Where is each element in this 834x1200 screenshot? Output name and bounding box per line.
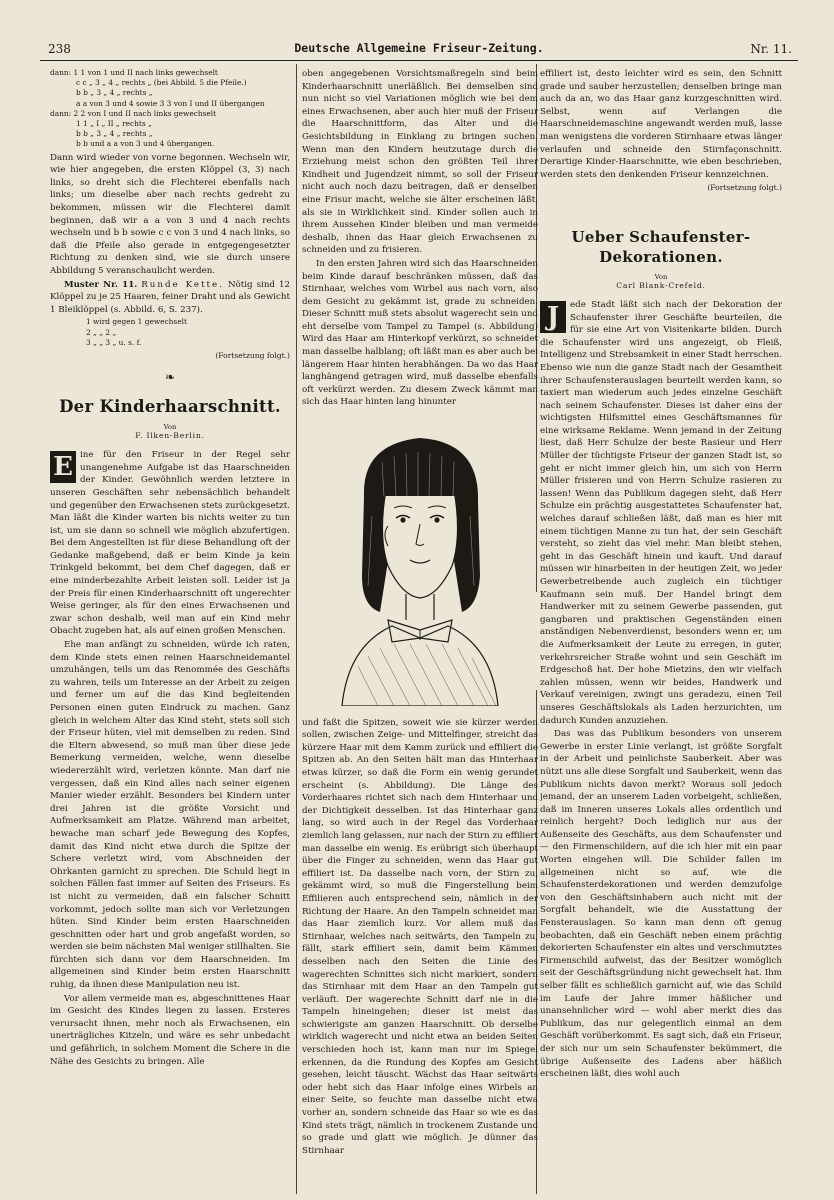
braid-table-line: b b „ 3 „ 4 „ rechts „ [76, 129, 153, 139]
article-1-paragraph-text: ine für den Friseur in der Regel sehr unangenehme Aufgabe ist das Haarschneiden der Kinder. Gewöhnlich werden letztere in unseren Geschäften sehr nebensächlich behandelt und gegenüber den Erwachsenen stets zurückgesetzt. Man läßt die Kinder warten bis nichts weiter zu tun ist, um sie dann so schnell wie möglich abzufertigen. Bei dem Angestellten ist für diese Behandlung oft der Gedanke maßgebend, daß er beim Kinde ja kein Trinkgeld bekommt, bei dem Chef dagegen, daß er eine minderbezahlte Arbeit leisten soll. Leider ist ja der Preis für einen Kinderhaarschnitt oft ungerechter Weise geringer, als für den eines Erwachsenen und zwar schon deshalb, weil man auf ein Kind mehr Obacht zugeben hat, als auf einen großen Menschen. [50, 450, 290, 637]
article-1-paragraph: Ehe man anfängt zu schneiden, würde ich raten, dem Kinde stets einen reinen Haarschneidemantel umzuhängen, teils um das Renommée des Geschäfts zu wahren, teils um Interesse an der Arbeit zu zeigen und ferner um auf die das Kind begleitenden Personen einen guten Eindruck zu machen. Ganz gleich in welchem Alter das Kind steht, stets soll sich der Friseur hüten, viel mit demselben zu reden. Sind die Eltern abwesend, so muß man über diese jede Bemerkung vermeiden, welche, wenn dieselbe wiedererzählt wird, verletzen könnte. Man darf nie vergessen, daß ein Kind alles nach seiner eigenen Manier wieder erzählt. Besonders bei Kindern unter drei Jahren ist die größte Vorsicht und Aufmerksamkeit am Platze. Während man arbeitet, bewache man scharf jede Bewegung des Kopfes, damit das Kind nicht etwa durch die Spitze der Schere verletzt wird, vom Abschneiden der Ohrkanten garnicht zu sprechen. Die Schuld liegt in solchen Fällen fast immer auf Seiten des Friseurs. Es ist nicht zu vermeiden, daß ein falscher Schnitt vorkommt, jedoch sollte man sich vor Verletzungen hüten. Sind Kinder beim ersten Haarschneiden geschnitten oder hart und grob angefaßt worden, so werden sie beim nächsten Mal weniger stillhalten. Sie fürchten sich dann vor dem Haarschneiden. Im allgemeinen sind Kinder beim ersten Haarschnitt ruhig, da ihnen diese Manipulation neu ist. [50, 640, 290, 991]
column-1 [50, 68, 290, 1190]
muster-line: 3 „ „ 3 „ u. s. f. [86, 337, 142, 347]
newspaper-title: Deutsche Allgemeine Friseur-Zeitung. [294, 41, 544, 55]
muster-line: 2 „ „ 2 „ [86, 327, 117, 337]
muster-table [50, 317, 290, 348]
article-2-paragraph-text: ede Stadt läßt sich nach der Dekoration der Schaufenster ihrer Geschäfte beurteilen, die für sie eine Art von Visitenkarte bilden. Durch die Schaufenster wird uns angezeigt, ob Fleiß, Intelligenz und Strebsamkeit in einer Stadt herrschen. Ebenso wie nun die ganze Stadt nach der Gesamtheit ihrer Schaufensterauslagen beurteilt werden kann, so taxiert man wiederum auch jedes einzelne Geschäft nach seinem Schaufenster. Dieses ist daher eins der wichtigsten Hilfsmittel eines Geschäftsmannes für eine wirksame Reklame. Wenn jemand in der Zeitung liest, daß Herr Schulze der beste Rasieur und Herr Müller der tüchtigste Friseur der ganzen Stadt ist, so geht er nicht immer gleich hin, um sich von Herrn Müller frisieren und von Herrn Schulze rasieren zu lassen! Wenn das Publikum dagegen sieht, daß Herr Schulze ein prächtig ausgestattetes Schaufenster hat, welches darauf schließen läßt, daß man es hier mit einem tüchtigen Manne zu tun hat, der sein Geschäft versteht, so zieht das viel mehr. Man bleibt stehen, geht in das Geschäft hinein und kauft. Und darauf müssen wir hinarbeiten in der heutigen Zeit, wo jeder Gewerbetreibende auch zugleich ein tüchtiger Kaufmann sein muß. Der Handel bringt dem Handwerker mit zu seinem Gewerbe passenden, gut gangbaren und praktischen Gegenständen einen anständigen Nebenverdienst, besonders wenn er, um die Aufmerksamkeit der Leute zu erregen, in guter, verkehrsreicher Straße wohnt und sein Geschäft im Erdgeschoß hat. Der hohe Mietzins, den wir vielfach zahlen müssen, wenn wir beides, Handwerk und Verkauf vereinigen, zwingt uns geradezu, einen Teil unseres Geschäftslokals als Laden herzurichten, um dadurch Kunden anzuziehen. [540, 299, 782, 726]
article-1-continued-note: (Fortsetzung folgt.) [707, 183, 782, 193]
column-2 [302, 68, 538, 1190]
article-1-paragraph: In den ersten Jahren wird sich das Haarschneiden beim Kinde darauf beschränken müssen, daß das Stirnhaar, welches vom Wirbel aus nach vorn, also dem Gesicht zu gekämmt ist, grade zu schneiden. Dieser Schnitt muß stets absolut wagerecht sein und eht derselbe vom Tampel zu Tampel (s. Abbildung) Wird das Haar am Hinterkopf verkürzt, so schneidet man dasselbe halblang; oft läßt man es aber auch bei längerem Haar hinten herabhängen. Da wo das Haar langhängend getragen wird, muß dasselbe ebenfalls oft verkürzt werden. Zu diesem Zweck kämmt man sich das Haar hinten lang hinunter [302, 258, 538, 408]
article-1-byline-von: Von [163, 423, 177, 432]
muster-continued-note: (Fortsetzung folgt.) [215, 350, 290, 360]
muster-paragraph [50, 279, 290, 317]
article-2-dropcap: J [540, 301, 566, 333]
article-1-paragraph: effiliert ist, desto leichter wird es sein, den Schnitt grade und sauber herzustellen; denselben bringe man auch da an, wo das Haar ganz kurzgeschnitten wird. Selbst, wenn auf Verlangen die Haarschneidemaschine angewandt werden muß, lasse man wenigstens die vorderen Stirnhaare etwas länger verlaufen und schneide den Stirnfaçonschnitt. Derartige Kinder-Haarschnitte, wie eben beschrieben, werden stets den denkenden Friseur kennzeichnen. [540, 69, 782, 180]
article-1-author: F. Ilken-Berlin. [135, 431, 205, 441]
article-2-paragraph: Das was das Publikum besonders von unserem Gewerbe in erster Linie verlangt, ist größte Sorgfalt in der Arbeit und peinlichste Sauberkeit. Aber was nützt uns alle diese Sorgfalt und Sauberkeit, wenn das Publikum nichts davon merkt? Woraus soll jedoch jemand, der an unserem Laden vorbeigeht, schließen, daß im Inneren unseres Lokals alles ordentlich und reinlich hergeht? Doch lediglich nur aus der Außenseite des Geschäfts, aus dem Schaufenster und — den Firmenschildern, auf die ich hier mit ein paar Worten eingehen will. Die Schilder fallen im allgemeinen nicht so auf, wie die Schaufensterdekorationen und werden demzufolge von den Geschäftsinhabern auch nicht mit der Sorgfalt behandelt, wie die Ausstattung der Fensterauslagen. So kann man denn oft genug beobachten, daß ein Geschäft neben einem prächtig dekorierten Schaufenster ein altes und verschmutztes Firmenschild aufweist, das der Besitzer womöglich seit der Geschäftsgründung nicht gewechselt hat. Ihm selber fällt es schließlich garnicht auf, wie das Schild im Laufe der Jahre immer häßlicher und unansehnlicher wird — wohl aber merkt dies das Publikum, das nur gelegentlich einmal an dem Geschäft vorüberkommt. Es sagt sich, daß ein Friseur, der sich nur um sein Schaufenster bekümmert, die übrige Außenseite des Ladens aber häßlich erscheinen läßt, dies wohl auch [540, 729, 782, 1080]
article-1-paragraph: und faßt die Spitzen, soweit wie sie kürzer werden sollen, zwischen Zeige- und Mittelfinger, streicht das kürzere Haar mit dem Kamm zurück und effiliert die Spitzen ab. An den Seiten hält man das Hinterhaar etwas kürzer, so daß die Form ein wenig gerundet erscheint (s. Abbildung). Die Länge des Vorderhaares richtet sich nach dem Hinterhaar und der Dichtigkeit desselben. Ist das Hinterhaar ganz lang, so wird auch in der Regel das Vorderhaar ziemlich lang gelassen, nur nach der Stirn zu effiliert man dasselbe ein wenig. Es erübrigt sich überhaupt über die Finger zu schneiden, wenn das Haar gut effiliert ist. Da dasselbe nach vorn, der Stirn zu, gekämmt wird, so muß die Fingerstellung beim Effilieren auch entsprechend sein, nämlich in der Richtung der Haare. An den Tampeln schneidet man das Haar ziemlich kurz. Vor allem muß das Stirnhaar, welches nach seitwärts, den Tampeln zu, fällt, stark effiliert sein, damit beim Kämmen desselben nach den Seiten die Linie des wagerechten Schnittes sich nicht markiert, sondern das Stirnhaar mit dem Haar an den Tampeln gut verläuft. Der wagerechte Schnitt darf nie in die Tampeln hineingehen; dieser ist meist das schwierigste am ganzen Haarschnitt. Ob derselbe wirklich wagerecht und nicht etwa an beiden Seiten verschieden hoch ist, kann man nur im Spiegel erkennen, da die Rundung des Kopfes am Gesicht gesehen, leicht täuscht. Wächst das Haar seitwärts oder hebt sich das Haar infolge eines Wirbels an einer Seite, so feuchte man dasselbe nicht etwa vorher an, sondern schneide das Haar so wie es das Kind stets trägt, nämlich in trockenem Zustande und so grade und glatt wie möglich. Je dünner das Stirnhaar [302, 717, 538, 1156]
braid-table-line: b b und a a von 3 und 4 übergangen. [76, 139, 215, 149]
article-2-paragraph [540, 299, 782, 727]
braid-table-line: b b „ 3 „ 4 „ rechts „ [76, 88, 153, 98]
muster-line: 1 wird gegen 1 gewechselt [86, 317, 187, 327]
child-haircut-illustration [302, 416, 538, 706]
muster-name: Runde Kette. [141, 279, 224, 290]
article-2-author: Carl Blank-Crefeld. [616, 280, 706, 290]
column-3 [540, 68, 782, 1190]
article-2-title: Ueber Schaufenster-Dekorationen. [571, 227, 751, 266]
article-1-dropcap: E [50, 451, 76, 483]
article-1-paragraph: oben angegebenen Vorsichtsmaßregeln sind beim Kinderhaarschnitt unerläßlich. Bei demselben sind nun nicht so viel Variationen möglich wie bei dem eines Erwachsenen, aber auch hier muß der Friseur die Haarschnittform, das Alter und die Gesichtsbildung in Einklang zu bringen suchen. Wenn man den Kindern heutzutage durch die Erziehung meist schon den größten Teil ihrer Kindheit und Jugendzeit nimmt, so soll der Friseur nicht auch noch dazu beitragen, daß er denselben eine Frisur macht, welche sie älter erscheinen läßt, als sie in Wirklichkeit sind. Kinder sollen auch in ihrem Aussehen Kinder bleiben und man vermeide deshalb, ihnen das Haar gleich Erwachsenen zu schneiden und zu frisieren. [302, 69, 538, 256]
article-1-paragraph [50, 449, 290, 638]
braid-table-line: dann: 2 2 von I und II nach links gewechselt [50, 108, 217, 118]
braid-table-line: 1 1 „ I „ II „ rechts „ [76, 119, 152, 129]
braid-intro-paragraph: Dann wird wieder von vorne begonnen. Wechseln wir, wie hier angegeben, die ersten Klöppel (3, 3) nach links, so dreht sich die Flechterei ebenfalls nach links; um dieselbe aber nach rechts gedreht zu bekommen, müssen wir die Flechterei damit beginnen, daß wir a a von 3 und 4 nach rechts wechseln und b b sowie c c von 3 und 4 nach links, so daß die Pfeile also gerade in entgegengesetzter Richtung zu denken sind, wie sie durch unsere Abbildung 5 veranschaulicht werden. [50, 152, 290, 276]
braid-table [50, 68, 290, 150]
muster-label: Muster Nr. 11. [64, 279, 138, 290]
article-1-paragraph: Vor allem vermeide man es, abgeschnittenes Haar im Gesicht des Kindes liegen zu lassen. Ersteres verursacht ihnen, mehr noch als Erwachsenen, ein unerträgliches Kitzeln, und wäre es sehr unbedacht und gefährlich, in solchem Moment die Schere in die Nähe des Gesichts zu bringen. Alle [50, 993, 290, 1067]
page-header [40, 38, 798, 61]
column-rule-1 [296, 64, 297, 1194]
page-number: 238 [48, 42, 71, 56]
article-2-byline-von: Von [654, 272, 668, 281]
muster-text: Nötig sind 12 Klöppel zu je 25 Haaren, feiner Draht und als Gewicht 1 Bleiklöppel (s. Abbild. 6, S. 237). [50, 279, 290, 315]
article-1-title: Der Kinderhaarschnitt. [59, 397, 281, 417]
issue-number: Nr. 11. [750, 42, 792, 56]
braid-table-line: c c „ 3 „ 4 „ rechts „ (bei Abbild. 5 die Pfeile.) [76, 78, 247, 88]
fleuron-ornament: ❧ [164, 369, 176, 384]
braid-table-line: a a von 3 und 4 sowie 3 3 von I und II übergangen [76, 98, 265, 108]
braid-table-line: dann: 1 1 von 1 und II nach links gewechselt [50, 68, 218, 77]
